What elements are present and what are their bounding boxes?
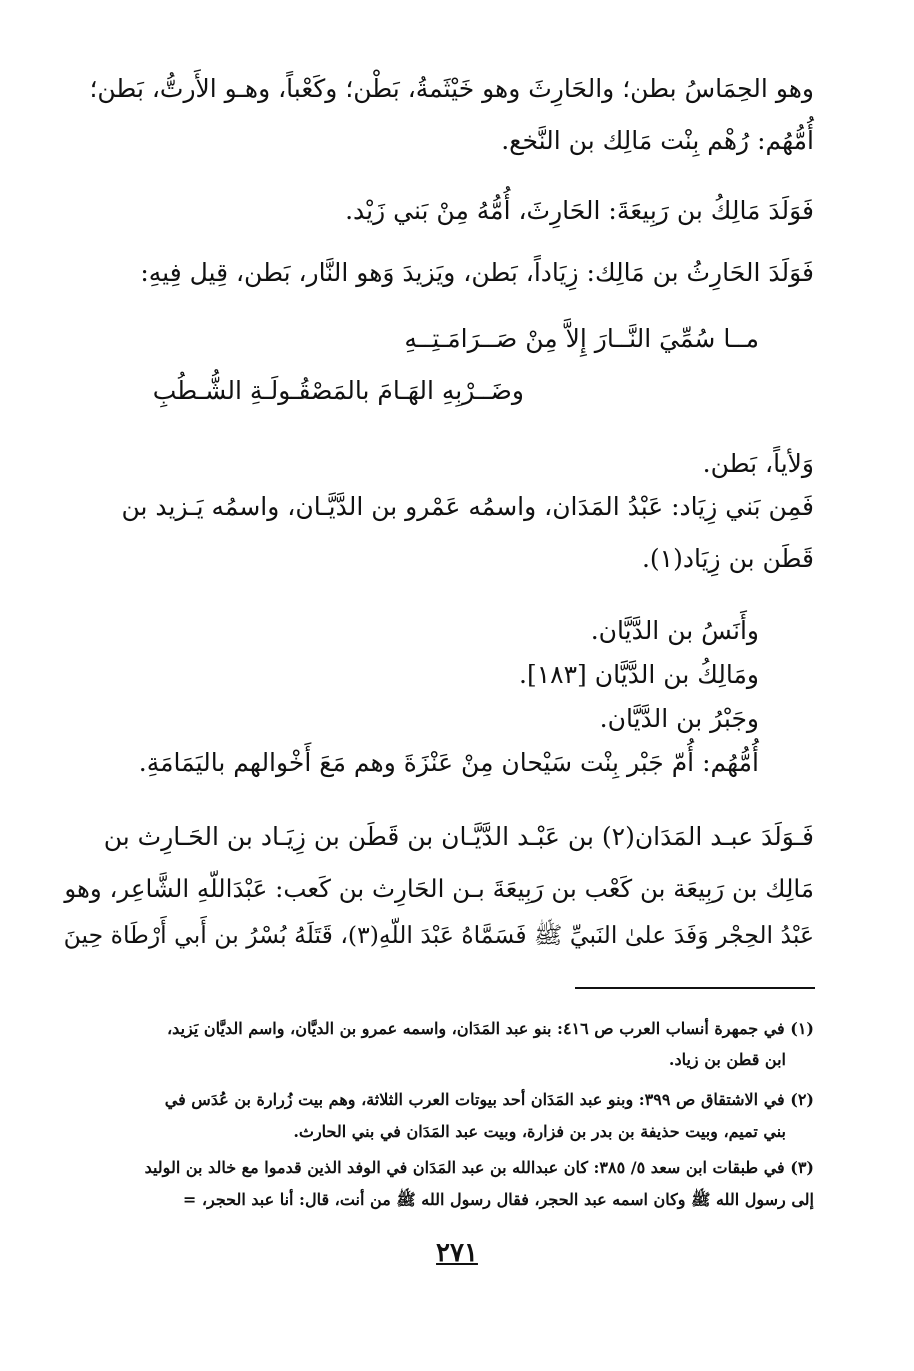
page-number: ٢٧١ xyxy=(436,1238,478,1268)
text-line: عَبْدُ الحِجْر وَفَدَ علىٰ النَبيِّ ﷺ فَسَمَّاهُ عَبْدَ اللّهِ(٣)، قَتَلَهُ بُسْرُ بن أَبي أَرْطَاة حِينَ xyxy=(63,921,814,949)
text-line: وَلأياً، بَطن. xyxy=(702,449,814,478)
footnote-separator xyxy=(575,987,815,989)
footnote-line: (١) في جمهرة أنساب العرب ص ٤١٦: بنو عبد المَدَان، واسمه عمرو بن الديَّان، واسم الديَّان يَزيد، xyxy=(167,1019,814,1038)
footnote-line: (٣) في طبقات ابن سعد ٥/ ٣٨٥: كان عبدالله بن عبد المَدَان في الوفد الذين قدموا مع خالد بن الوليد xyxy=(144,1158,814,1177)
text-line: وجَبْرُ بن الدَّيَّان. xyxy=(599,704,759,733)
text-line: فَـوَلَدَ عبـد المَدَان(٢) بن عَبْـد الدَّيَّـان بن قَطَن بن زِيَـاد بن الحَـارِث بن xyxy=(103,822,814,851)
text-line: وأَنَسُ بن الدَّيَّان. xyxy=(590,616,759,645)
verse-line: وضَــرْبِهِ الهَـامَ بالمَصْقُـولَـةِ الشُّـطُبِ xyxy=(152,376,524,405)
text-line: مَالِك بن رَبِيعَة بن كَعْب بن رَبِيعَةَ بـن الحَارِث بن كَعب: عَبْدَاللّهِ الشَّاعِر، وهو xyxy=(64,874,814,903)
text-line: أُمُّهُم: رُهْم بِنْت مَالِك بن النَّخع. xyxy=(501,126,814,155)
text-line: فَوَلَدَ الحَارِثُ بن مَالِك: زِيَاداً، بَطن، ويَزيدَ وَهو النَّار، بَطن، قِيل فِيهِ: xyxy=(140,258,814,287)
text-line: ومَالِكُ بن الدَّيَّان [١٨٣]. xyxy=(519,660,759,689)
footnote-line: ابن قطن بن زياد. xyxy=(668,1050,786,1069)
text-line: فَمِن بَني زِيَاد: عَبْدُ المَدَان، واسمُه عَمْرو بن الدَّيَّـان، واسمُه يَـزيد بن xyxy=(121,492,814,521)
footnote-line: (٢) في الاشتقاق ص ٣٩٩: وبنو عبد المَدَان أحد بيوتات العرب الثلاثة، وهم بيت زُرارة بن عُدَس في xyxy=(164,1090,814,1109)
verse-line: مــا سُمِّيَ النَّــارَ إِلاَّ مِنْ صَــرَامَـتِــهِ xyxy=(404,324,759,353)
text-line: قَطَن بن زِيَاد(١). xyxy=(641,544,814,573)
text-line: وهو الحِمَاسُ بطن؛ والحَارِثَ وهو خَيْثَمةُ، بَطْن؛ وكَعْباً، وهـو الأَرتُّ، بَطن؛ xyxy=(89,74,814,103)
text-line: أُمُّهُم: أُمّ جَبْر بِنْت سَيْحان مِنْ عَنْزَةَ وهم مَعَ أَخْوالهم باليَمَامَةِ. xyxy=(138,748,759,777)
footnote-line: إلى رسول الله ﷺ وكان اسمه عبد الحجر، فقال رسول الله ﷺ من أنت، قال: أنا عبد الحجر، = xyxy=(182,1190,814,1209)
text-line: فَوَلَدَ مَالِكُ بن رَبِيعَةَ: الحَارِثَ، أُمُّهُ مِنْ بَني زَيْد. xyxy=(345,196,814,225)
footnote-line: بني تميم، وبيت حذيفة بن بدر بن فزارة، وبيت عبد المَدَان في بني الحارث. xyxy=(293,1122,786,1141)
